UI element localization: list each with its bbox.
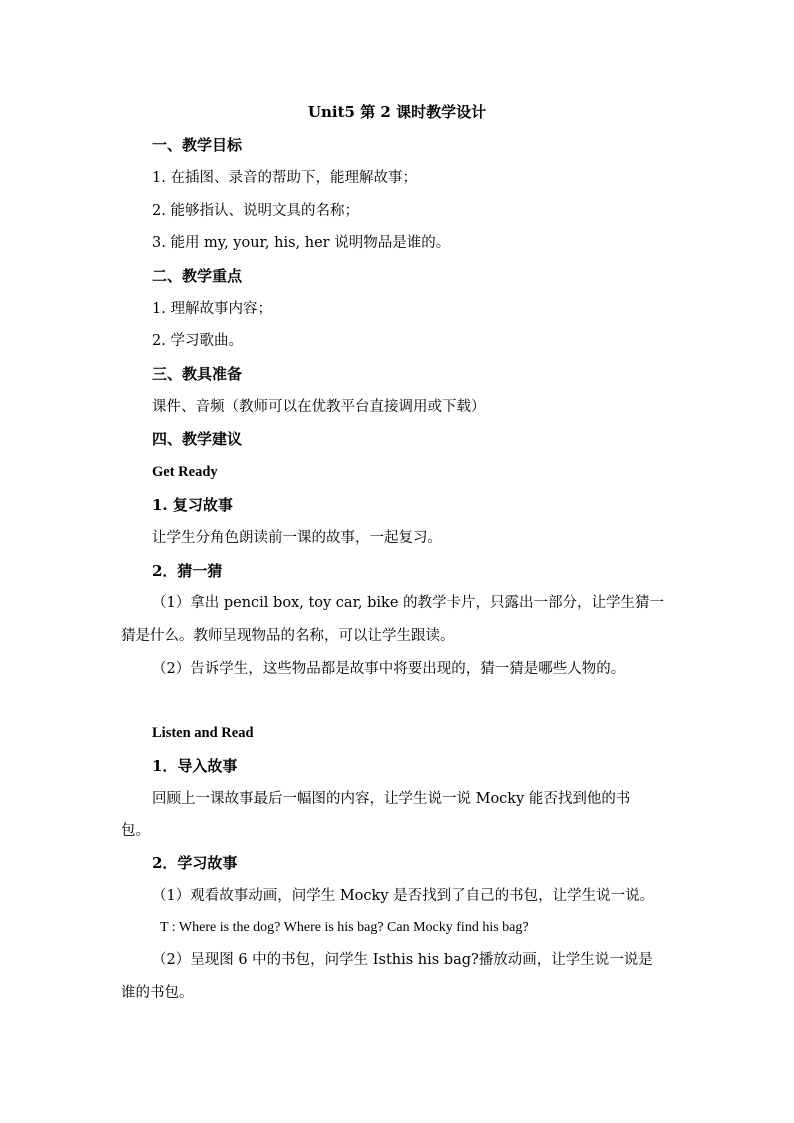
step-heading-introduce-story: 1．导入故事 bbox=[152, 757, 238, 775]
step-heading-guess: 2．猜一猜 bbox=[152, 562, 223, 580]
learn-story-paragraph-2-line-2: 谁的书包。 bbox=[121, 985, 194, 1001]
objective-item-2: 2. 能够指认、说明文具的名称； bbox=[152, 203, 359, 219]
subsection-get-ready: Get Ready bbox=[152, 464, 218, 480]
learn-story-paragraph-1: （1）观看故事动画，问学生 Mocky 是否找到了自己的书包，让学生说一说。 bbox=[152, 888, 655, 904]
guess-paragraph-2: （2）告诉学生，这些物品都是故事中将要出现的，猜一猜是哪些人物的。 bbox=[152, 661, 626, 677]
guess-paragraph-1-line-1: （1）拿出 pencil box, toy car, bike 的教学卡片，只露出一部分，让学生猜一 bbox=[152, 595, 665, 611]
section-heading-objectives: 一、教学目标 bbox=[152, 136, 243, 154]
materials-text: 课件、音频（教师可以在优教平台直接调用或下载） bbox=[152, 399, 486, 415]
section-heading-key-points: 二、教学重点 bbox=[152, 267, 243, 285]
learn-story-paragraph-2-line-1: （2）呈现图 6 中的书包，问学生 Isthis his bag?播放动画，让学生说一说是 bbox=[152, 952, 653, 968]
section-heading-suggestions: 四、教学建议 bbox=[152, 430, 243, 448]
step-heading-learn-story: 2．学习故事 bbox=[152, 854, 238, 872]
introduce-story-line-1: 回顾上一课故事最后一幅图的内容，让学生说一说 Mocky 能否找到他的书 bbox=[152, 791, 631, 807]
objective-item-1: 1. 在插图、录音的帮助下，能理解故事； bbox=[152, 170, 417, 186]
review-story-text: 让学生分角色朗读前一课的故事，一起复习。 bbox=[152, 530, 442, 546]
section-heading-materials: 三、教具准备 bbox=[152, 365, 243, 383]
key-point-item-1: 1. 理解故事内容； bbox=[152, 301, 272, 317]
introduce-story-line-2: 包。 bbox=[121, 823, 150, 839]
objective-item-3: 3. 能用 my, your, his, her 说明物品是谁的。 bbox=[152, 235, 451, 251]
document-title: Unit5 第 2 课时教学设计 bbox=[307, 103, 487, 121]
step-heading-review-story: 1. 复习故事 bbox=[152, 496, 233, 514]
subsection-listen-and-read: Listen and Read bbox=[152, 725, 254, 741]
key-point-item-2: 2. 学习歌曲。 bbox=[152, 333, 243, 349]
teacher-dialogue: T : Where is the dog? Where is his bag? Can Mocky find his bag? bbox=[160, 920, 529, 935]
guess-paragraph-1-line-2: 猜是什么。教师呈现物品的名称，可以让学生跟读。 bbox=[121, 628, 455, 644]
